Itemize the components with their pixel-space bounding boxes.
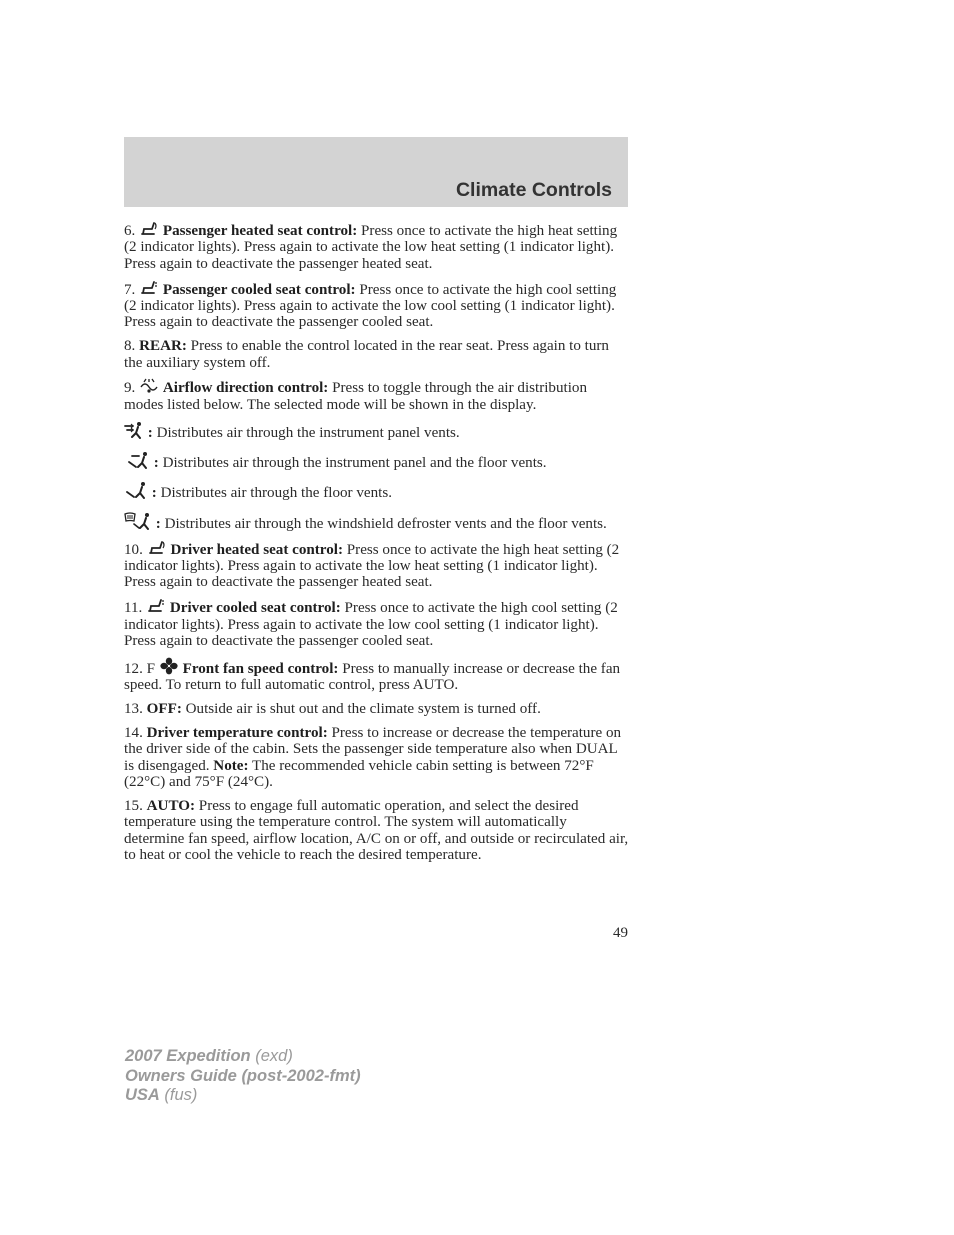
item-9-label: Airflow direction control: — [162, 380, 329, 397]
section-title: Climate Controls — [455, 179, 612, 201]
section-header — [124, 137, 628, 207]
item-14: 14. Driver temperature control: Press to increase or decrease the temperature on the driver side of the cabin. Sets the passenger side temperature also when DUAL is disengaged. Note: The recommended vehicle cabin setting is between 72°F (22°C) and 75°F (24°C). — [124, 724, 622, 791]
item-13-text: Outside air is shut out and the climate system is turned off. — [181, 701, 541, 718]
driver-cooled-seat-icon — [146, 598, 166, 614]
item-12: 12. F Front fan speed control: Press to manually increase or decrease the fan speed. To return to full automatic control, press AUTO. — [124, 657, 630, 694]
item-15-text: Press to engage full automatic operation, and select the desired temperature using the temperature control. The system will automatically determine fan speed, airflow location, A/C on or off, and outside or recirculated air, to heat or cool the vehicle to reach the desired temperature. — [124, 797, 629, 864]
heated-seat-icon — [139, 221, 159, 237]
item-11-label: Driver cooled seat control: — [169, 600, 341, 617]
item-12-text: Press to manually increase or decrease the fan speed. To return to full automatic control, press AUTO. — [124, 660, 621, 694]
item-8-text: Press to enable the control located in the rear seat. Press again to turn the auxiliary system off. — [124, 338, 609, 371]
item-14-text: Press to increase or decrease the temperature on the driver side of the cabin. Sets the passenger side temperature also when DUAL is disengaged. — [124, 724, 622, 774]
item-7: 7. Passenger cooled seat control: Press once to activate the high cool setting (2 indicator lights). Press again to activate the low cool setting (1 indicator light). Press again to deactivate the passenger cooled seat. — [124, 281, 617, 331]
footer-line-3: USA (fus) — [125, 1086, 198, 1104]
item-12-label: Front fan speed control: — [182, 660, 339, 677]
defrost-floor-vent-icon — [124, 512, 152, 530]
item-6-text: Press once to activate the high heat setting (2 indicator lights). Press again to activate the low heat setting (1 indicator light). Press again to deactivate the passenger heated seat. — [124, 223, 618, 272]
cooled-seat-icon — [139, 280, 159, 296]
item-14-label: Driver temperature control: — [146, 724, 328, 741]
mode-floor: : Distributes air through the floor vents. — [124, 481, 630, 501]
item-15-label: AUTO: — [146, 797, 196, 814]
driver-heated-seat-icon — [147, 540, 167, 556]
item-13: 13. OFF: Outside air is shut out and the climate system is turned off. — [124, 701, 541, 718]
mode-panel: : Distributes air through the instrument panel vents. — [124, 421, 630, 441]
mode-floor-text: Distributes air through the floor vents. — [156, 485, 392, 502]
floor-vent-icon — [124, 481, 148, 499]
manual-content — [124, 221, 630, 871]
footer-line-1: 2007 Expedition (exd) — [125, 1047, 293, 1065]
item-6-label: Passenger heated seat control: — [162, 223, 358, 239]
footer-line-2: Owners Guide (post-2002-fmt) — [125, 1066, 361, 1085]
page-number: 49 — [613, 925, 628, 941]
item-11: 11. Driver cooled seat control: Press once to activate the high cool setting (2 indicator lights). Press again to activate the low cool setting (1 indicator light). Press again to deactivate the passenger cooled seat. — [124, 600, 618, 650]
item-8: 8. REAR: Press to enable the control located in the rear seat. Press again to turn the auxiliary system off. — [124, 338, 609, 371]
item-13-label: OFF: — [146, 701, 182, 718]
panel-vent-icon — [124, 421, 144, 439]
fan-icon — [159, 657, 179, 675]
item-10-text: Press once to activate the high heat setting (2 indicator lights). Press again to activate the low heat setting (1 indicator light). Press again to deactivate the passenger heated seat. — [124, 541, 620, 591]
document-footer — [125, 1047, 361, 1106]
mode-defrost-floor-text: Distributes air through the windshield defroster vents and the floor vents. — [160, 515, 607, 532]
airflow-direction-icon — [139, 378, 159, 394]
item-8-label: REAR: — [139, 338, 187, 355]
mode-panel-text: Distributes air through the instrument panel vents. — [152, 424, 460, 441]
item-6: 6. Passenger heated seat control: Press once to activate the high heat setting (2 indicator lights). Press again to activate the low heat setting (1 indicator light). Press again to deactivate the passenger heated seat. — [124, 223, 618, 272]
panel-floor-vent-icon — [124, 451, 150, 469]
item-11-text: Press once to activate the high cool setting (2 indicator lights). Press again to activate the low cool setting (1 indicator light). Press again to deactivate the passenger cooled seat. — [124, 600, 618, 650]
mode-defrost-floor: : Distributes air through the windshield defroster vents and the floor vents. — [124, 512, 630, 532]
mode-panel-floor: : Distributes air through the instrument panel and the floor vents. — [124, 451, 630, 471]
item-10: 10. Driver heated seat control: Press once to activate the high heat setting (2 indicator lights). Press again to activate the low heat setting (1 indicator light). Press again to deactivate the passenger heated seat. — [124, 541, 620, 591]
item-14-note-label: Note: — [213, 757, 249, 774]
item-9-text: Press to toggle through the air distribution modes listed below. The selected mode will be shown in the display. — [124, 380, 588, 413]
item-7-label: Passenger cooled seat control: — [162, 281, 356, 298]
item-15: 15. AUTO: Press to engage full automatic operation, and select the desired temperature using the temperature control. The system will automatically determine fan speed, airflow location, A/C on or off, and outside or recirculated air, to heat or cool the vehicle to reach the desired temperature. — [124, 797, 629, 864]
item-7-text: Press once to activate the high cool setting (2 indicator lights). Press again to activate the low cool setting (1 indicator light). Press again to deactivate the passenger cooled seat. — [124, 281, 617, 331]
item-10-label: Driver heated seat control: — [170, 541, 343, 558]
item-9: 9. Airflow direction control: Press to toggle through the air distribution modes listed below. The selected mode will be shown in the display. — [124, 380, 588, 413]
mode-panel-floor-text: Distributes air through the instrument panel and the floor vents. — [158, 455, 547, 472]
item-14-note-text: The recommended vehicle cabin setting is between 72°F (22°C) and 75°F (24°C). — [124, 757, 594, 791]
